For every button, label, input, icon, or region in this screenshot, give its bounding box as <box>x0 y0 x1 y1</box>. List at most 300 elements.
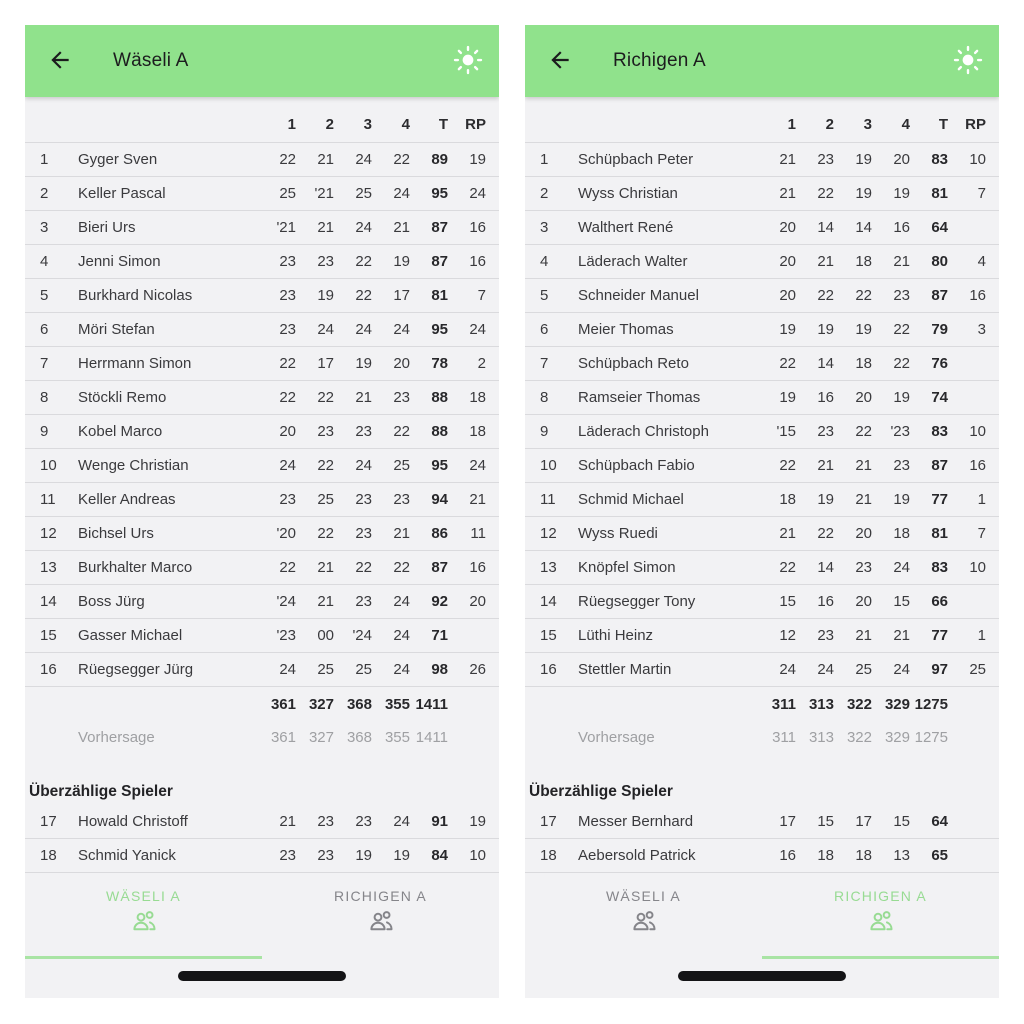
score-round-4: 20 <box>893 151 910 168</box>
score-rp: 7 <box>977 525 986 542</box>
score-round-3: 22 <box>355 287 372 304</box>
team-tab-bar <box>25 875 499 959</box>
total-round-4: 329 <box>884 695 910 713</box>
score-round-3: 18 <box>855 847 872 864</box>
col-header-1: 1 <box>287 116 296 133</box>
forecast-round-4: 329 <box>884 729 910 746</box>
total-sum: 1411 <box>415 695 448 713</box>
score-total: 86 <box>431 525 448 542</box>
player-rank: 12 <box>40 525 57 542</box>
score-round-4: 22 <box>393 559 410 576</box>
player-name: Messer Bernhard <box>578 813 694 830</box>
score-round-1: 15 <box>779 593 796 610</box>
forecast-sum: 1411 <box>415 729 448 746</box>
total-sum: 1275 <box>914 695 948 713</box>
score-round-1: 19 <box>779 321 796 338</box>
score-round-1: 17 <box>779 813 796 830</box>
tab-label: WÄSELI A <box>606 888 681 904</box>
score-total: 78 <box>431 355 448 372</box>
score-round-4: 19 <box>893 389 910 406</box>
player-row <box>525 279 999 313</box>
player-rank: 13 <box>40 559 57 576</box>
score-rp: 10 <box>969 151 986 168</box>
score-total: 97 <box>931 661 948 678</box>
score-round-3: 20 <box>855 593 872 610</box>
col-header-t: T <box>938 116 948 133</box>
total-round-2: 327 <box>308 695 334 713</box>
player-row <box>25 805 499 839</box>
team-tab-bar <box>525 875 999 959</box>
score-round-2: 14 <box>817 219 834 236</box>
score-total: 83 <box>931 151 948 168</box>
score-round-4: 24 <box>393 593 410 610</box>
back-button[interactable] <box>47 47 73 76</box>
score-round-2: 23 <box>317 813 334 830</box>
score-round-4: 19 <box>893 185 910 202</box>
score-total: 84 <box>431 847 448 864</box>
player-rank: 15 <box>540 627 557 644</box>
score-round-1: 22 <box>779 355 796 372</box>
score-round-3: 23 <box>355 525 372 542</box>
total-round-3: 368 <box>346 695 372 713</box>
score-round-2: 21 <box>317 559 334 576</box>
score-round-3: 22 <box>855 287 872 304</box>
score-round-4: 23 <box>393 389 410 406</box>
score-round-3: 19 <box>855 151 872 168</box>
player-name: Rüegsegger Jürg <box>78 661 194 678</box>
player-row <box>25 381 499 415</box>
player-rank: 7 <box>540 355 549 372</box>
score-round-2: 23 <box>817 627 834 644</box>
score-rp: 4 <box>977 253 986 270</box>
page-title: Richigen A <box>613 50 706 71</box>
score-rp: 1 <box>977 627 986 644</box>
player-rank: 11 <box>540 491 556 508</box>
score-rp: 2 <box>477 355 486 372</box>
gesture-bar-area <box>525 959 999 998</box>
arrow-left-icon <box>47 47 73 76</box>
score-round-4: 24 <box>893 661 910 678</box>
player-rank: 14 <box>40 593 57 610</box>
score-round-4: 23 <box>893 287 910 304</box>
score-round-4: 13 <box>893 847 910 864</box>
score-round-4: 15 <box>893 593 910 610</box>
score-round-4: 24 <box>393 627 410 644</box>
player-rank: 7 <box>40 355 49 372</box>
score-round-4: 22 <box>893 321 910 338</box>
player-rank: 9 <box>540 423 549 440</box>
score-total: 88 <box>431 423 448 440</box>
score-round-2: 21 <box>817 457 834 474</box>
score-round-3: 24 <box>355 219 372 236</box>
score-round-1: 24 <box>779 661 796 678</box>
score-round-1: '15 <box>776 423 796 440</box>
player-rank: 17 <box>40 813 57 830</box>
score-round-1: 25 <box>279 185 296 202</box>
score-total: 87 <box>431 219 448 236</box>
home-indicator[interactable] <box>678 971 846 981</box>
forecast-label: Vorhersage <box>78 729 155 746</box>
player-rank: 1 <box>540 151 549 168</box>
player-rank: 2 <box>540 185 549 202</box>
table-header <box>525 97 999 143</box>
forecast-round-3: 368 <box>346 729 372 746</box>
score-round-1: 22 <box>779 457 796 474</box>
player-row <box>525 483 999 517</box>
table-header <box>25 97 499 143</box>
score-total: 64 <box>931 813 948 830</box>
score-rp: 24 <box>469 457 486 474</box>
score-total: 81 <box>931 525 948 542</box>
score-rp: 24 <box>469 185 486 202</box>
player-table <box>525 143 999 687</box>
player-row <box>25 347 499 381</box>
score-round-3: 17 <box>855 813 872 830</box>
player-name: Ramseier Thomas <box>578 389 701 406</box>
tab-waeseli-a[interactable] <box>25 875 262 959</box>
score-round-3: 25 <box>855 661 872 678</box>
player-rank: 4 <box>540 253 549 270</box>
people-group-icon <box>866 909 896 934</box>
score-round-1: 18 <box>779 491 796 508</box>
people-group-icon <box>629 909 659 934</box>
score-round-4: 21 <box>393 525 410 542</box>
score-round-4: 17 <box>393 287 410 304</box>
score-rp: 16 <box>969 287 986 304</box>
player-rank: 18 <box>540 847 557 864</box>
score-round-2: 21 <box>317 593 334 610</box>
score-total: 87 <box>431 559 448 576</box>
player-rank: 17 <box>540 813 557 830</box>
player-row <box>25 483 499 517</box>
score-round-1: 23 <box>279 491 296 508</box>
score-rp: 10 <box>969 423 986 440</box>
player-name: Läderach Christoph <box>578 423 709 440</box>
score-total: 83 <box>931 423 948 440</box>
score-total: 89 <box>431 151 448 168</box>
tab-waeseli-a[interactable] <box>525 875 762 959</box>
gesture-bar-area <box>25 959 499 998</box>
score-total: 95 <box>431 185 448 202</box>
score-total: 88 <box>431 389 448 406</box>
player-row <box>525 211 999 245</box>
score-round-1: '24 <box>276 593 296 610</box>
score-total: 65 <box>931 847 948 864</box>
score-round-1: 20 <box>279 423 296 440</box>
player-row <box>525 143 999 177</box>
score-round-3: '24 <box>352 627 372 644</box>
score-rp: 1 <box>977 491 986 508</box>
score-round-1: 20 <box>779 219 796 236</box>
panel-richigen-a <box>525 25 999 998</box>
score-round-2: 25 <box>317 491 334 508</box>
score-round-3: 22 <box>355 253 372 270</box>
score-round-3: 25 <box>355 185 372 202</box>
score-rp: 16 <box>469 219 486 236</box>
player-table <box>25 143 499 687</box>
score-round-4: 19 <box>393 253 410 270</box>
score-round-2: 16 <box>817 389 834 406</box>
score-rp: 7 <box>477 287 486 304</box>
player-rank: 14 <box>540 593 557 610</box>
score-total: 95 <box>431 321 448 338</box>
player-row <box>25 551 499 585</box>
player-name: Schüpbach Fabio <box>578 457 695 474</box>
player-row <box>25 415 499 449</box>
score-round-4: 24 <box>393 321 410 338</box>
forecast-sum: 1275 <box>914 729 948 746</box>
col-header-4: 4 <box>401 116 410 133</box>
score-total: 87 <box>931 287 948 304</box>
player-name: Gyger Sven <box>78 151 158 168</box>
score-rp: 26 <box>469 661 486 678</box>
forecast-label: Vorhersage <box>578 729 655 746</box>
score-rp: 7 <box>977 185 986 202</box>
player-row <box>525 449 999 483</box>
score-total: 74 <box>931 389 948 406</box>
score-round-3: 18 <box>855 253 872 270</box>
score-round-3: 23 <box>355 813 372 830</box>
score-round-3: 24 <box>355 457 372 474</box>
forecast-row <box>25 721 499 754</box>
score-total: 98 <box>431 661 448 678</box>
tab-label: RICHIGEN A <box>834 888 927 904</box>
player-rank: 18 <box>40 847 57 864</box>
back-button[interactable] <box>547 47 573 76</box>
score-round-4: '23 <box>890 423 910 440</box>
player-rank: 12 <box>540 525 557 542</box>
score-total: 94 <box>431 491 448 508</box>
player-rank: 13 <box>540 559 557 576</box>
score-round-2: 19 <box>317 287 334 304</box>
score-total: 77 <box>931 627 948 644</box>
player-row <box>525 415 999 449</box>
score-rp: 24 <box>469 321 486 338</box>
people-group-icon <box>366 909 396 934</box>
score-round-2: 22 <box>317 457 334 474</box>
col-header-2: 2 <box>325 116 334 133</box>
score-rp: 19 <box>469 813 486 830</box>
score-round-2: 23 <box>817 423 834 440</box>
player-name: Burkhalter Marco <box>78 559 193 576</box>
score-round-4: 18 <box>893 525 910 542</box>
player-rank: 16 <box>40 661 57 678</box>
score-rp: 11 <box>470 525 486 542</box>
score-round-1: 24 <box>279 661 296 678</box>
player-rank: 8 <box>40 389 49 406</box>
col-header-1: 1 <box>787 116 796 133</box>
score-round-3: 20 <box>855 525 872 542</box>
score-round-1: '20 <box>276 525 296 542</box>
score-round-4: 25 <box>393 457 410 474</box>
player-name: Knöpfel Simon <box>578 559 676 576</box>
brightness-button[interactable] <box>953 45 983 78</box>
score-round-2: 23 <box>317 847 334 864</box>
score-round-4: 23 <box>393 491 410 508</box>
player-row <box>525 619 999 653</box>
player-row <box>525 839 999 873</box>
tab-richigen-a[interactable] <box>762 875 999 959</box>
surplus-players-table <box>25 805 499 873</box>
home-indicator[interactable] <box>178 971 346 981</box>
col-header-4: 4 <box>901 116 910 133</box>
app-bar <box>25 25 499 97</box>
score-total: 71 <box>431 627 448 644</box>
score-round-3: 24 <box>355 321 372 338</box>
player-rank: 8 <box>540 389 549 406</box>
brightness-button[interactable] <box>453 45 483 78</box>
player-name: Jenni Simon <box>78 253 161 270</box>
score-round-1: 23 <box>279 287 296 304</box>
score-total: 92 <box>431 593 448 610</box>
arrow-left-icon <box>547 47 573 76</box>
score-round-2: 22 <box>817 287 834 304</box>
col-header-t: T <box>438 116 448 133</box>
col-header-rp: RP <box>465 116 486 133</box>
score-round-2: 23 <box>317 423 334 440</box>
score-total: 87 <box>431 253 448 270</box>
score-round-2: 22 <box>317 389 334 406</box>
score-round-1: 23 <box>279 253 296 270</box>
score-round-4: 24 <box>393 185 410 202</box>
score-round-4: 15 <box>893 813 910 830</box>
score-round-1: 20 <box>779 287 796 304</box>
score-total: 91 <box>431 813 448 830</box>
score-round-2: 21 <box>817 253 834 270</box>
player-rank: 5 <box>540 287 549 304</box>
score-round-3: 24 <box>355 151 372 168</box>
score-round-4: 21 <box>893 627 910 644</box>
score-round-3: 21 <box>855 627 872 644</box>
score-rp: 16 <box>469 559 486 576</box>
score-round-2: 24 <box>317 321 334 338</box>
score-total: 80 <box>931 253 948 270</box>
score-round-2: 17 <box>317 355 334 372</box>
player-rank: 6 <box>540 321 549 338</box>
player-row <box>25 177 499 211</box>
score-round-1: 22 <box>279 559 296 576</box>
score-round-2: 24 <box>817 661 834 678</box>
player-name: Boss Jürg <box>78 593 145 610</box>
forecast-round-1: 361 <box>270 729 296 746</box>
score-round-1: 21 <box>279 813 296 830</box>
score-round-2: 23 <box>317 253 334 270</box>
player-row <box>25 585 499 619</box>
player-rank: 2 <box>40 185 49 202</box>
score-rp: 20 <box>469 593 486 610</box>
score-round-2: 00 <box>317 627 334 644</box>
player-name: Schneider Manuel <box>578 287 699 304</box>
forecast-round-2: 313 <box>808 729 834 746</box>
score-round-1: 23 <box>279 847 296 864</box>
player-name: Schmid Michael <box>578 491 684 508</box>
player-name: Keller Pascal <box>78 185 166 202</box>
total-round-1: 311 <box>771 695 796 713</box>
score-round-2: 19 <box>817 321 834 338</box>
totals-row <box>525 687 999 721</box>
score-round-4: 24 <box>893 559 910 576</box>
player-name: Bieri Urs <box>78 219 136 236</box>
score-round-3: 22 <box>355 559 372 576</box>
forecast-round-4: 355 <box>384 729 410 746</box>
player-name: Läderach Walter <box>578 253 688 270</box>
player-row <box>525 585 999 619</box>
score-round-4: 21 <box>393 219 410 236</box>
totals-row <box>25 687 499 721</box>
score-round-4: 19 <box>893 491 910 508</box>
score-rp: 3 <box>977 321 986 338</box>
panel-waeseli-a <box>25 25 499 998</box>
sun-icon <box>453 45 483 78</box>
player-name: Lüthi Heinz <box>578 627 654 644</box>
player-name: Aebersold Patrick <box>578 847 696 864</box>
player-name: Bichsel Urs <box>78 525 154 542</box>
player-name: Schmid Yanick <box>78 847 176 864</box>
player-row <box>25 449 499 483</box>
player-row <box>25 653 499 687</box>
score-total: 76 <box>931 355 948 372</box>
score-rp: 21 <box>469 491 486 508</box>
player-rank: 16 <box>540 661 557 678</box>
score-round-3: 23 <box>355 423 372 440</box>
score-total: 95 <box>431 457 448 474</box>
score-round-1: 22 <box>279 151 296 168</box>
score-round-1: '23 <box>276 627 296 644</box>
people-group-icon <box>129 909 159 934</box>
score-round-4: 21 <box>893 253 910 270</box>
tab-richigen-a[interactable] <box>262 875 499 959</box>
score-rp: 10 <box>469 847 486 864</box>
player-rank: 10 <box>540 457 557 474</box>
score-round-2: 22 <box>317 525 334 542</box>
player-name: Möri Stefan <box>78 321 155 338</box>
player-row <box>25 619 499 653</box>
score-total: 64 <box>931 219 948 236</box>
tab-label: WÄSELI A <box>106 888 181 904</box>
player-rank: 6 <box>40 321 49 338</box>
score-round-1: 22 <box>779 559 796 576</box>
score-round-1: 23 <box>279 321 296 338</box>
player-row <box>25 245 499 279</box>
player-row <box>525 313 999 347</box>
player-row <box>525 653 999 687</box>
total-round-4: 355 <box>384 695 410 713</box>
score-round-3: 19 <box>855 185 872 202</box>
score-round-1: 19 <box>779 389 796 406</box>
page-title: Wäseli A <box>113 50 189 71</box>
score-round-4: 22 <box>393 423 410 440</box>
player-rank: 11 <box>40 491 56 508</box>
player-row <box>525 381 999 415</box>
player-row <box>25 279 499 313</box>
player-rank: 15 <box>40 627 57 644</box>
score-round-3: 19 <box>855 321 872 338</box>
score-round-1: 21 <box>779 151 796 168</box>
forecast-round-3: 322 <box>846 729 872 746</box>
player-row <box>25 211 499 245</box>
player-row <box>25 517 499 551</box>
score-round-4: 19 <box>393 847 410 864</box>
player-name: Wyss Christian <box>578 185 678 202</box>
score-round-3: 23 <box>855 559 872 576</box>
col-header-rp: RP <box>965 116 986 133</box>
player-rank: 3 <box>40 219 49 236</box>
score-round-3: 22 <box>855 423 872 440</box>
forecast-row <box>525 721 999 754</box>
score-round-2: 23 <box>817 151 834 168</box>
score-round-1: '21 <box>276 219 296 236</box>
player-rank: 9 <box>40 423 49 440</box>
